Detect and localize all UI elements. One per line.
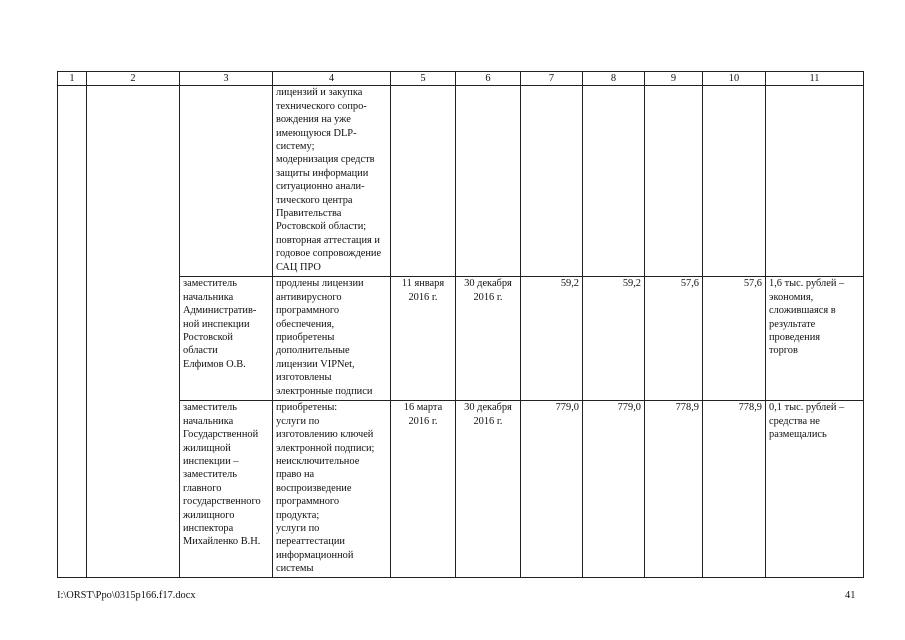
description-cell: продлены лицензии антивирусного программного обеспечения, приобретены дополнительные лицензии VIPNet, изготовлены электронные подписи <box>273 277 391 401</box>
column-number: 10 <box>703 72 766 86</box>
column-number-row <box>58 72 864 86</box>
column-number: 9 <box>645 72 703 86</box>
value-cell <box>703 86 766 277</box>
column-number: 1 <box>58 72 87 86</box>
value-cell: 779,0 <box>521 401 583 578</box>
start-date-cell: 11 января 2016 г. <box>391 277 456 401</box>
report-table <box>57 71 864 578</box>
value-cell <box>583 86 645 277</box>
column-number: 5 <box>391 72 456 86</box>
page-number: 41 <box>845 590 856 601</box>
description-cell: приобретены: услуги по изготовлению ключей электронной подписи; неисключительное право на воспроизведение программного продукта; услуги по переаттестации информационной системы <box>273 401 391 578</box>
column-number: 6 <box>456 72 521 86</box>
value-cell: 59,2 <box>521 277 583 401</box>
column-number: 7 <box>521 72 583 86</box>
note-cell <box>766 86 864 277</box>
end-date-cell <box>456 86 521 277</box>
value-cell: 57,6 <box>645 277 703 401</box>
end-date-cell: 30 декабря 2016 г. <box>456 401 521 578</box>
responsible-cell: заместитель начальника Государственной жилищной инспекции – заместитель главного государственного жилищного инспектора Михайленко В.Н. <box>180 401 273 578</box>
column-number: 11 <box>766 72 864 86</box>
description-cell: лицензий и закупка технического сопро- вождения на уже имеющуюся DLP- систему; модернизация средств защиты информации ситуационно анали- тического центра Правительства Ростовской области; повторная аттестация и годовое сопровождение САЦ ПРО <box>273 86 391 277</box>
row-number-cell <box>58 86 87 578</box>
value-cell: 778,9 <box>703 401 766 578</box>
table-row <box>58 86 864 277</box>
end-date-cell: 30 декабря 2016 г. <box>456 277 521 401</box>
value-cell <box>521 86 583 277</box>
value-cell: 57,6 <box>703 277 766 401</box>
responsible-cell <box>180 86 273 277</box>
value-cell <box>645 86 703 277</box>
value-cell: 779,0 <box>583 401 645 578</box>
event-name-cell <box>87 86 180 578</box>
start-date-cell <box>391 86 456 277</box>
column-number: 4 <box>273 72 391 86</box>
footer-file-path: I:\ORST\Ppo\0315p166.f17.docx <box>57 590 196 601</box>
column-number: 3 <box>180 72 273 86</box>
responsible-cell: заместитель начальника Административ- ной инспекции Ростовской области Елфимов О.В. <box>180 277 273 401</box>
note-cell: 1,6 тыс. рублей – экономия, сложившаяся в результате проведения торгов <box>766 277 864 401</box>
note-cell: 0,1 тыс. рублей – средства не размещались <box>766 401 864 578</box>
value-cell: 59,2 <box>583 277 645 401</box>
column-number: 2 <box>87 72 180 86</box>
start-date-cell: 16 марта 2016 г. <box>391 401 456 578</box>
value-cell: 778,9 <box>645 401 703 578</box>
column-number: 8 <box>583 72 645 86</box>
